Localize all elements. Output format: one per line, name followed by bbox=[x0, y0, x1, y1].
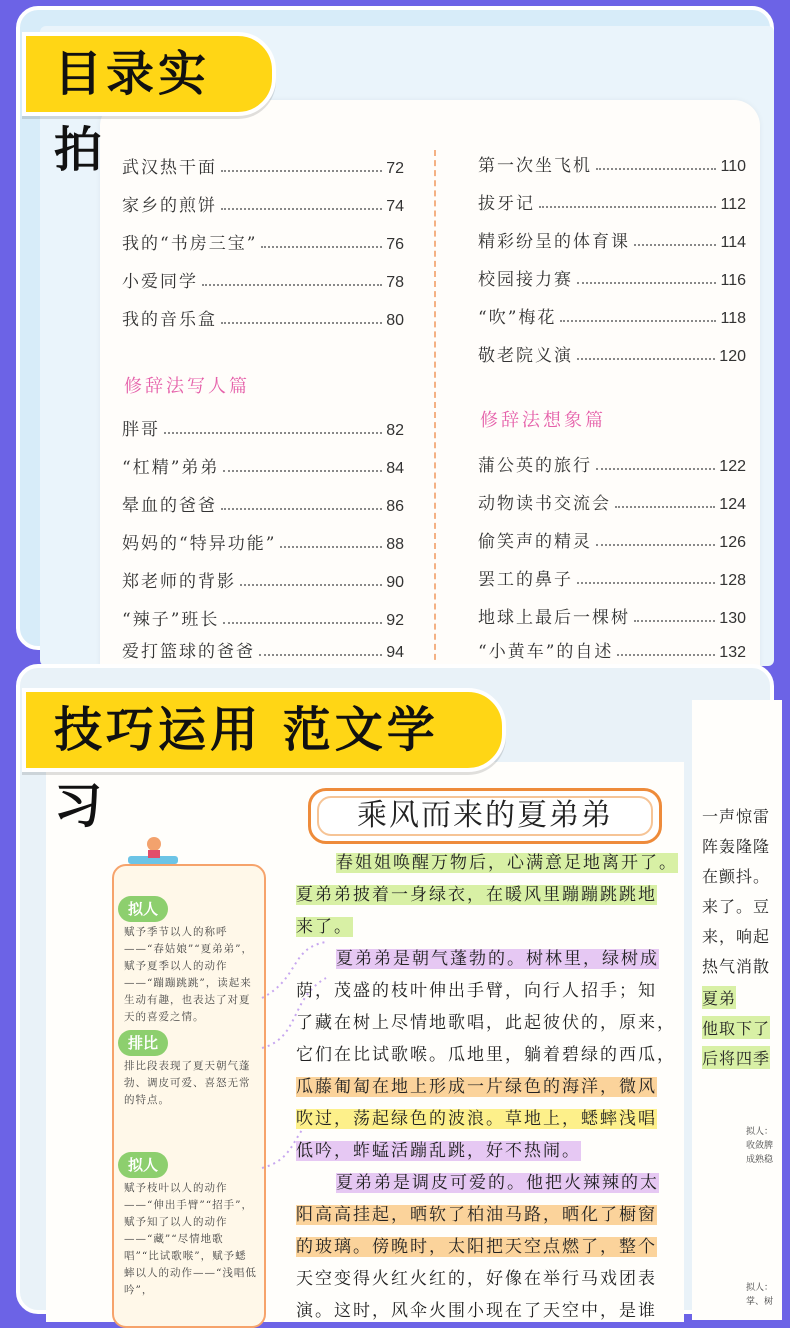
toc-entry-title: 爱打篮球的爸爸 bbox=[122, 642, 255, 662]
leader-dots bbox=[221, 208, 382, 210]
toc-page-number: 120 bbox=[719, 348, 746, 365]
rhetoric-tag: 拟人 bbox=[118, 1152, 168, 1178]
toc-page-number: 82 bbox=[386, 422, 404, 439]
essay-line-text: 阳高高挂起，晒软了柏油马路，晒化了橱窗 bbox=[296, 1205, 657, 1225]
toc-entry bbox=[478, 602, 746, 628]
toc-entry-title: 地球上最后一棵树 bbox=[478, 608, 630, 628]
toc-page-number: 90 bbox=[386, 574, 404, 591]
toc-entry bbox=[478, 450, 746, 476]
leader-dots bbox=[615, 506, 715, 508]
toc-page-number: 116 bbox=[720, 272, 746, 289]
toc-entry-title: 校园接力赛 bbox=[478, 270, 573, 290]
leader-dots bbox=[261, 246, 382, 248]
toc-entry-title: 我的音乐盒 bbox=[122, 310, 217, 330]
next-page-line: 阵轰隆隆 bbox=[702, 837, 771, 856]
toc-entry bbox=[122, 266, 404, 292]
toc-entry bbox=[122, 604, 404, 630]
next-page-note: 收敛脾 bbox=[746, 1141, 774, 1151]
essay-line-text: 低吟，蚱蜢活蹦乱跳，好不热闹。 bbox=[296, 1141, 581, 1161]
toc-page-number: 84 bbox=[386, 460, 404, 477]
essay-line bbox=[296, 880, 657, 905]
toc-page-number: 126 bbox=[719, 534, 746, 551]
rhetoric-tag: 排比 bbox=[118, 1030, 168, 1056]
essay-line-text: 了藏在树上尽情地歌唱，此起彼伏的，原来， bbox=[296, 1013, 676, 1033]
essay-line-text: 的玻璃。傍晚时，太阳把天空点燃了，整个 bbox=[296, 1237, 657, 1257]
toc-entry-title: 精彩纷呈的体育课 bbox=[478, 232, 630, 252]
essay-line bbox=[336, 944, 659, 969]
leader-dots bbox=[596, 544, 715, 546]
leader-dots bbox=[634, 620, 715, 622]
next-page-line: 一声惊雷 bbox=[702, 807, 771, 826]
leader-dots bbox=[577, 582, 715, 584]
toc-page-number: 92 bbox=[386, 612, 404, 629]
toc-page-number: 78 bbox=[386, 274, 404, 291]
leader-dots bbox=[634, 244, 716, 246]
annotation-note: 赋予季节以人的称呼——“春姑娘”“夏弟弟”，赋予夏季以人的动作——“蹦蹦跳跳”，读起来生动有趣，也表达了对夏天的喜爱之情。 bbox=[124, 926, 253, 1023]
next-page-note: 成熟稳 bbox=[746, 1155, 774, 1165]
next-page-line: 来了。豆 bbox=[702, 897, 771, 916]
essay-line-text: 荫，茂盛的枝叶伸出手臂，向行人招手；知 bbox=[296, 981, 657, 1001]
essay-title: 乘风而来的夏弟弟 bbox=[308, 788, 662, 844]
toc-entry bbox=[478, 188, 746, 214]
essay-line bbox=[296, 1296, 657, 1321]
toc-entry-title: “杠精”弟弟 bbox=[122, 458, 220, 478]
essay-line bbox=[296, 1040, 676, 1065]
pencil-rider-illustration bbox=[124, 830, 184, 870]
toc-entry bbox=[122, 152, 404, 178]
next-page bbox=[692, 700, 782, 1320]
toc-entry bbox=[122, 452, 404, 478]
essay-line bbox=[336, 1168, 659, 1193]
toc-page-number: 124 bbox=[719, 496, 746, 513]
leader-dots bbox=[617, 654, 715, 656]
leader-dots bbox=[223, 470, 382, 472]
essay-line bbox=[296, 1200, 657, 1225]
toc-entry-title: 郑老师的背影 bbox=[122, 572, 236, 592]
essay-line-text: 天空变得火红火红的，好像在举行马戏团表 bbox=[296, 1269, 657, 1289]
toc-entry-title: 晕血的爸爸 bbox=[122, 496, 217, 516]
leader-dots bbox=[577, 282, 716, 284]
toc-entry bbox=[122, 528, 404, 554]
toc-page-number: 132 bbox=[719, 644, 746, 661]
essay-line-text: 吹过，荡起绿色的波浪。草地上，蟋蟀浅唱 bbox=[296, 1109, 657, 1129]
toc-page-number: 130 bbox=[719, 610, 746, 627]
toc-page-number: 112 bbox=[720, 196, 746, 213]
toc-entry bbox=[122, 190, 404, 216]
toc-page-number: 74 bbox=[386, 198, 404, 215]
leader-dots bbox=[240, 584, 382, 586]
essay-line bbox=[296, 1232, 657, 1257]
leader-dots bbox=[560, 320, 716, 322]
leader-dots bbox=[202, 284, 382, 286]
next-page-note: 拟人： bbox=[746, 1127, 774, 1137]
toc-entry-title: 偷笑声的精灵 bbox=[478, 532, 592, 552]
toc-entry bbox=[122, 566, 404, 592]
next-page-line: 来，响起 bbox=[702, 927, 771, 946]
leader-dots bbox=[539, 206, 716, 208]
annotation-note: 排比段表现了夏天朝气蓬勃、调皮可爱、喜怒无常的特点。 bbox=[124, 1060, 251, 1106]
essay-line bbox=[296, 1104, 657, 1129]
essay-line-text: 来了。 bbox=[296, 917, 353, 937]
next-page-line: 热气消散 bbox=[702, 957, 771, 976]
toc-entry bbox=[478, 636, 746, 662]
toc-page-number: 86 bbox=[386, 498, 404, 515]
toc-entry bbox=[122, 490, 404, 516]
leader-dots bbox=[577, 358, 715, 360]
toc-entry-title: 敬老院义演 bbox=[478, 346, 573, 366]
toc-entry-title: 罢工的鼻子 bbox=[478, 570, 573, 590]
essay-line-text: 夏弟弟披着一身绿衣，在暖风里蹦蹦跳跳地 bbox=[296, 885, 657, 905]
toc-entry bbox=[478, 564, 746, 590]
essay-line-text: 夏弟弟是朝气蓬勃的。树林里，绿树成 bbox=[336, 949, 659, 969]
toc-page-number: 110 bbox=[720, 158, 746, 175]
toc-photo-panel bbox=[16, 6, 774, 662]
essay-line-text: 演。这时，风伞火围小现在了天空中，是谁 bbox=[296, 1301, 657, 1321]
panel-title-badge: 技巧运用 范文学习 bbox=[22, 688, 506, 772]
essay-line bbox=[296, 1072, 657, 1097]
leader-dots bbox=[221, 508, 382, 510]
essay-line bbox=[296, 976, 657, 1001]
toc-entry bbox=[478, 302, 746, 328]
toc-entry-title: 胖哥 bbox=[122, 420, 160, 440]
toc-page-number: 80 bbox=[386, 312, 404, 329]
essay-line bbox=[296, 1008, 676, 1033]
toc-entry-title: 妈妈的“特异功能” bbox=[122, 534, 277, 554]
leader-dots bbox=[596, 168, 716, 170]
toc-entry bbox=[478, 264, 746, 290]
toc-entry bbox=[122, 636, 404, 662]
leader-dots bbox=[223, 622, 382, 624]
leader-dots bbox=[164, 432, 382, 434]
toc-entry bbox=[478, 526, 746, 552]
toc-page-number: 128 bbox=[719, 572, 746, 589]
essay-line bbox=[296, 1264, 657, 1289]
panel-title-badge: 目录实拍 bbox=[22, 32, 276, 116]
toc-page-number: 94 bbox=[386, 644, 404, 661]
column-divider bbox=[434, 150, 436, 670]
toc-entry bbox=[478, 488, 746, 514]
toc-entry-title: 武汉热干面 bbox=[122, 158, 217, 178]
essay-line-text: 瓜藤匍匐在地上形成一片绿色的海洋，微风 bbox=[296, 1077, 657, 1097]
toc-entry bbox=[122, 304, 404, 330]
toc-entry-title: 我的“书房三宝” bbox=[122, 234, 258, 254]
section-heading: 修辞法想象篇 bbox=[480, 410, 606, 431]
rhetoric-tag: 拟人 bbox=[118, 896, 168, 922]
essay-line bbox=[296, 1136, 581, 1161]
toc-entry bbox=[478, 340, 746, 366]
next-page-note: 拟人： bbox=[746, 1283, 774, 1293]
next-page-note: 掌、树 bbox=[746, 1297, 774, 1307]
leader-dots bbox=[221, 170, 382, 172]
section-heading: 修辞法写人篇 bbox=[124, 376, 250, 397]
toc-entry-title: 家乡的煎饼 bbox=[122, 196, 217, 216]
toc-entry-title: 动物读书交流会 bbox=[478, 494, 611, 514]
essay-line-text: 春姐姐唤醒万物后，心满意足地离开了。 bbox=[336, 853, 678, 873]
toc-entry-title: 蒲公英的旅行 bbox=[478, 456, 592, 476]
toc-page-number: 122 bbox=[719, 458, 746, 475]
toc-entry-title: 小爱同学 bbox=[122, 272, 198, 292]
essay-line bbox=[296, 912, 353, 937]
toc-entry bbox=[122, 228, 404, 254]
toc-entry-title: “吹”梅花 bbox=[478, 308, 557, 328]
toc-entry-title: “小黄车”的自述 bbox=[478, 642, 614, 662]
toc-page-number: 118 bbox=[720, 310, 746, 327]
toc-entry-title: 拔牙记 bbox=[478, 194, 535, 214]
essay-line-text: 它们在比试歌喉。瓜地里，躺着碧绿的西瓜， bbox=[296, 1045, 676, 1065]
leader-dots bbox=[280, 546, 382, 548]
toc-page-number: 72 bbox=[386, 160, 404, 177]
annotation-note: 赋予枝叶以人的动作——“伸出手臂”“招手”，赋予知了以人的动作——“藏”“尽情地歌唱”“比试歌喉”，赋予蟋蟀以人的动作——“浅唱低吟”， bbox=[124, 1182, 257, 1296]
leader-dots bbox=[259, 654, 382, 656]
toc-entry bbox=[478, 226, 746, 252]
leader-dots bbox=[221, 322, 382, 324]
essay-line bbox=[336, 848, 678, 873]
toc-entry-title: 第一次坐飞机 bbox=[478, 156, 592, 176]
toc-page-number: 76 bbox=[386, 236, 404, 253]
toc-entry-title: “辣子”班长 bbox=[122, 610, 220, 630]
toc-page-number: 114 bbox=[720, 234, 746, 251]
toc-entry bbox=[122, 414, 404, 440]
next-page-line: 他取下了 bbox=[702, 1016, 770, 1039]
essay-line-text: 夏弟弟是调皮可爱的。他把火辣辣的太 bbox=[336, 1173, 659, 1193]
sample-essay-panel bbox=[16, 664, 774, 1321]
next-page-line: 在颤抖。 bbox=[702, 867, 771, 886]
leader-dots bbox=[596, 468, 715, 470]
next-page-line: 后将四季 bbox=[702, 1046, 770, 1069]
toc-entry bbox=[478, 150, 746, 176]
toc-page-number: 88 bbox=[386, 536, 404, 553]
next-page-line: 夏弟 bbox=[702, 986, 736, 1009]
